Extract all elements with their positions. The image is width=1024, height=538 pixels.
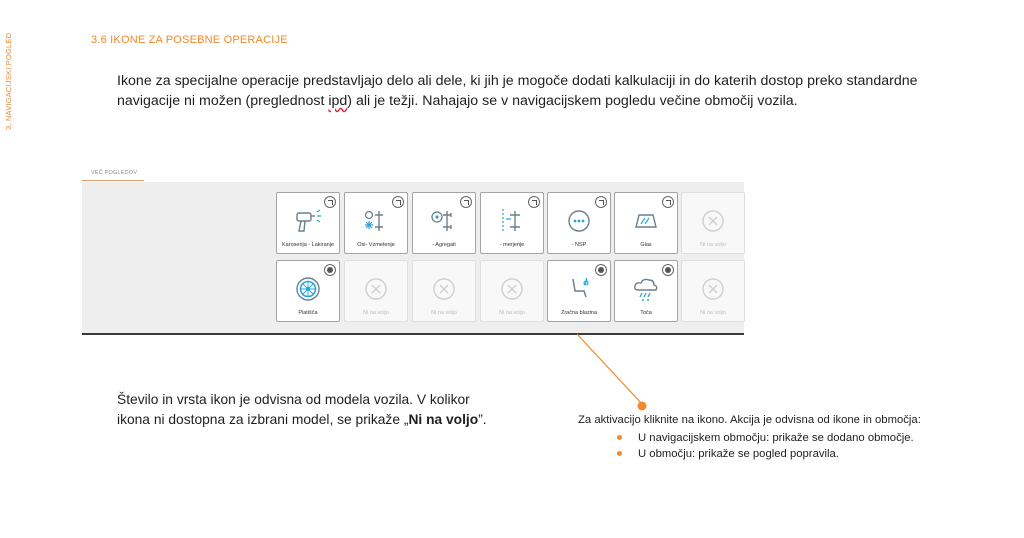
tile-label: - NSP: [571, 242, 587, 248]
tile-label: - Agregati: [432, 242, 456, 248]
activation-bullets: [578, 430, 998, 462]
tile-label: Zračna blazina: [560, 310, 598, 316]
tile-label: Ni na voljo: [363, 310, 389, 316]
unavailable-label: Ni na voljo: [408, 412, 479, 427]
spellcheck-word: ipd: [328, 93, 348, 109]
tab-more-views[interactable]: VEČ POGLEDOV: [91, 170, 138, 176]
section-title: 3.6 IKONE ZA POSEBNE OPERACIJE: [91, 34, 288, 46]
tile-label: Osi- Vzmetenje: [357, 242, 395, 248]
tile-label: Ni na voljo: [700, 310, 726, 316]
tile-label: - merjenje: [499, 242, 525, 248]
tile-label: Glas: [640, 242, 652, 248]
tile-label: Ni na voljo: [499, 310, 525, 316]
tile-label: Ni na voljo: [700, 242, 726, 248]
intro-paragraph: Ikone za specijalne operacije predstavljajo delo ali dele, ki jih je mogoče dodati kalkulaciji in do katerih dostop preko standardne navigacije ni možen (preglednost ipd) ali je težji. Nahajajo se v navigacijskem pogledu večine območij vozila.: [117, 73, 918, 109]
tile-label: Platišča: [298, 310, 318, 316]
activation-note: Za aktivacijo kliknite na ikono. Akcija je odvisna od ikone in območja: U navigacijskem območju: prikaže se dodano območje. U območju: prikaže se pogled popravila.: [578, 412, 998, 462]
tile-label: Ni na voljo: [431, 310, 457, 316]
callout-marker-icon: [638, 402, 647, 411]
tile-label: Karoserija - Lakiranje: [282, 242, 334, 248]
availability-note: Število in vrsta ikon je odvisna od modela vozila. V kolikor ikona ni dostopna za izbrani model, se prikaže „Ni na voljo”.: [117, 392, 487, 427]
list-item: U navigacijskem območju: prikaže se dodano območje.: [638, 430, 998, 446]
list-item: U območju: prikaže se pogled popravila.: [638, 446, 998, 462]
chapter-side-label: 3. NAVIGACIJSKI POGLED: [4, 32, 13, 130]
tile-label: Toča: [640, 310, 652, 316]
